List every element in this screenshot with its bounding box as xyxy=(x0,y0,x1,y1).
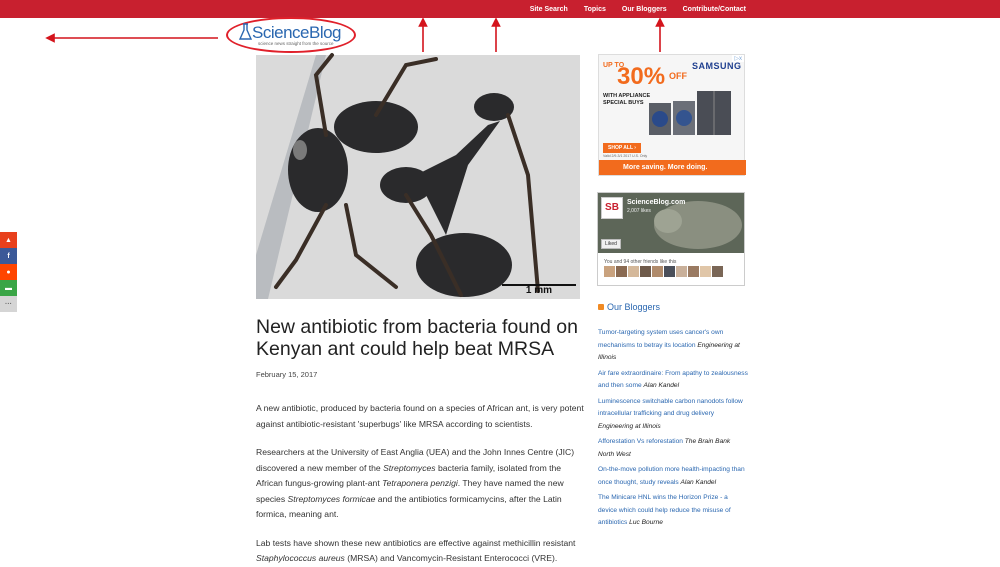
more-share-button[interactable]: ··· xyxy=(0,296,17,312)
logo-text: ScienceBlog xyxy=(252,23,342,42)
top-nav-menu xyxy=(522,0,754,18)
ad-subtitle: WITH APPLIANCE SPECIAL BUYS xyxy=(603,93,651,106)
ad-shop-all-button[interactable]: SHOP ALL › xyxy=(603,143,641,153)
article-date: February 15, 2017 xyxy=(256,370,318,379)
our-bloggers-section xyxy=(598,302,758,533)
friend-avatar[interactable] xyxy=(676,266,687,277)
appliances-image xyxy=(647,89,735,137)
logo-tagline: science news straight from the source xyxy=(258,41,334,46)
ad-brand: SAMSUNG xyxy=(692,61,742,71)
advertisement-banner[interactable] xyxy=(598,54,745,176)
adchoices-icon[interactable]: ▷x xyxy=(734,56,742,62)
share-sidebar xyxy=(0,232,17,312)
blogger-post-item[interactable]: Tumor-targeting system uses cancer's own mechanisms to betray its location Engineering at Illinois xyxy=(598,329,740,361)
friend-avatar[interactable] xyxy=(712,266,723,277)
ad-fine-print: Valid 2/9-3/1 2017 U.S. Only xyxy=(603,154,648,158)
article xyxy=(256,316,586,567)
site-logo[interactable] xyxy=(226,17,356,53)
article-paragraph-2: Researchers at the University of East Anglia (UEA) and the John Innes Centre (JIC) discovered a new member of the Streptomyces bacteria family, isolated from the African fungus-growing plant-ant Tetraponera penzigi. They have named the new species Streptomyces formicae and the antibiotics formicamycins, after the Latin formica, meaning ant. xyxy=(256,447,575,519)
friend-avatar[interactable] xyxy=(664,266,675,277)
friend-avatar[interactable] xyxy=(604,266,615,277)
top-navbar xyxy=(0,0,1000,18)
ad-percent: 30% xyxy=(617,63,666,90)
friend-avatar[interactable] xyxy=(700,266,711,277)
nav-contribute-contact[interactable]: Contribute/Contact xyxy=(682,5,746,13)
our-bloggers-header xyxy=(598,302,758,312)
ant-photo xyxy=(256,55,580,299)
blogger-post-item[interactable]: Afforestation Vs reforestation The Brain Bank North West xyxy=(598,438,731,458)
facebook-like-count: 2,007 likes xyxy=(627,208,651,214)
article-paragraph-1: A new antibiotic, produced by bacteria found on a species of African ant, is very potent against antibiotic-resistant 'superbugs' like MRSA according to scientists. xyxy=(256,403,584,429)
ad-off: OFF xyxy=(669,71,687,81)
nav-site-search[interactable]: Site Search xyxy=(529,5,568,13)
rss-icon[interactable] xyxy=(598,304,604,310)
blogger-post-list xyxy=(598,327,758,530)
scienceblog-avatar[interactable]: SB xyxy=(601,197,623,219)
flask-icon xyxy=(239,23,252,41)
facebook-page-name[interactable]: ScienceBlog.com xyxy=(627,199,686,206)
blogger-post-item[interactable]: Luminescence switchable carbon nanodots follow intracellular trafficking and drug delivery Engineering at Illinois xyxy=(598,397,743,430)
facebook-page-widget[interactable] xyxy=(597,192,745,286)
facebook-friend-faces xyxy=(604,266,723,277)
friend-avatar[interactable] xyxy=(628,266,639,277)
nav-topics[interactable]: Topics xyxy=(583,5,606,13)
reddit-share-button[interactable]: ● xyxy=(0,264,17,280)
scale-bar-label: 1 mm xyxy=(525,285,552,296)
blogger-post-item[interactable]: The Minicare HNL wins the Horizon Prize - a device which could help reduce the misuse of antibiotics Luc Bourne xyxy=(598,494,731,526)
article-title: New antibiotic from bacteria found on Kenyan ant could help beat MRSA xyxy=(256,316,578,360)
ad-footer: More saving. More doing. xyxy=(599,160,746,175)
facebook-liked-button[interactable]: Liked xyxy=(601,239,621,249)
facebook-share-button[interactable]: f xyxy=(0,248,17,264)
friend-avatar[interactable] xyxy=(616,266,627,277)
article-paragraph-3: Lab tests have shown these new antibiotics are effective against methicillin resistant Staphylococcus aureus (MRSA) and Vancomycin-Resistant Enterococci (VRE). xyxy=(256,537,576,563)
stumbleupon-share-button[interactable]: ▲ xyxy=(0,232,17,248)
blogger-post-item[interactable]: Air fare extraordinaire: From apathy to zealousness and then some Alan Kandel xyxy=(598,369,748,389)
nav-our-bloggers[interactable]: Our Bloggers xyxy=(621,5,667,13)
blogger-post-item[interactable]: On-the-move pollution more health-impacting than once thought, study reveals Alan Kandel xyxy=(598,466,745,486)
hero-image xyxy=(256,55,580,299)
friend-avatar[interactable] xyxy=(688,266,699,277)
ad-up-to: UP TO xyxy=(603,62,625,69)
print-button[interactable]: ▬ xyxy=(0,280,17,296)
facebook-friends-text: You and 94 other friends like this xyxy=(604,259,677,265)
friend-avatar[interactable] xyxy=(640,266,651,277)
friend-avatar[interactable] xyxy=(652,266,663,277)
our-bloggers-title[interactable]: Our Bloggers xyxy=(607,302,661,312)
